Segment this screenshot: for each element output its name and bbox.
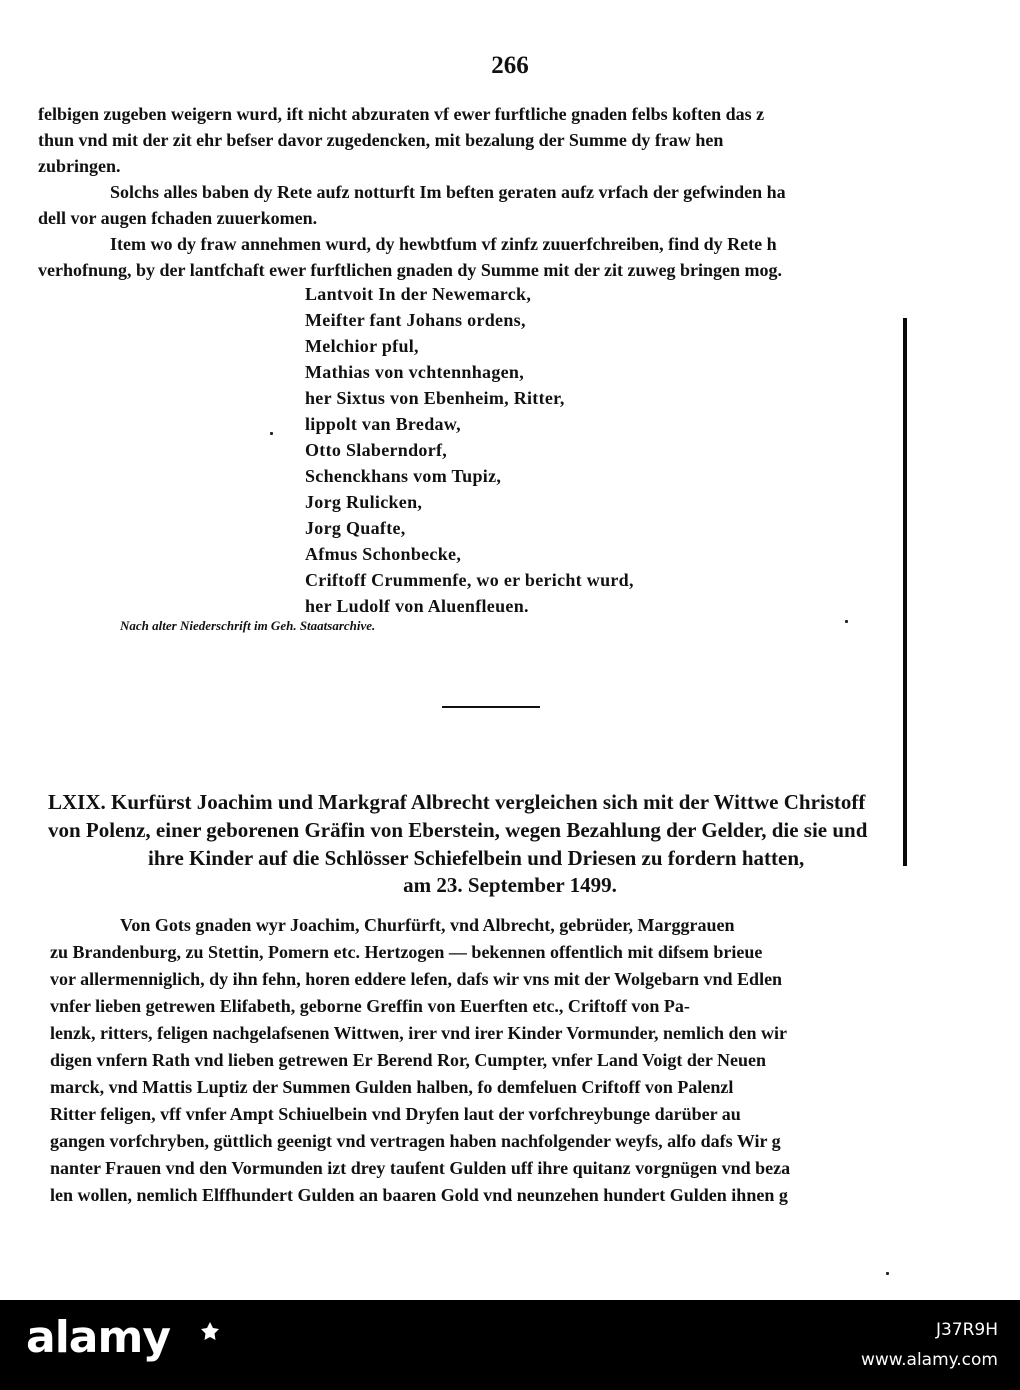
paragraph2-line: len wollen, nemlich Elffhundert Gulden an baaren Gold vnd neunzehen hundert Gulden ihnen g (50, 1185, 788, 1205)
alamy-logo-mark-icon (200, 1321, 220, 1341)
paragraph2-line: Von Gots gnaden wyr Joachim, Churfürft, vnd Albrecht, gebrüder, Marggrauen (120, 915, 735, 935)
signatory-name: her Ludolf von Aluenfleuen. (305, 596, 529, 616)
signatory-name: Jorg Rulicken, (305, 492, 423, 512)
signatory-name: her Sixtus von Ebenheim, Ritter, (305, 388, 565, 408)
signatory-name: Afmus Schonbecke, (305, 544, 462, 564)
paragraph1-line: thun vnd mit der zit ehr befser davor zugedencken, mit bezalung der Summe dy fraw hen (38, 130, 724, 150)
paragraph2-line: vor allermenniglich, dy ihn fehn, horen eddere lefen, dafs wir vns mit der Wolgebarn vnd Edlen (50, 969, 783, 989)
signatory-name: Otto Slaberndorf, (305, 440, 448, 460)
signatory-name: Mathias von vchtennhagen, (305, 362, 525, 382)
paragraph1-line: Item wo dy fraw annehmen wurd, dy hewbtfum vf zinfz zuuerfchreiben, find dy Rete h (110, 234, 777, 254)
paragraph2-line: nanter Frauen vnd den Vormunden izt drey taufent Gulden uff ihre quitanz vorgnügen vnd beza (50, 1158, 791, 1178)
paragraph1-line: felbigen zugeben weigern wurd, ift nicht abzuraten vf ewer furftliche gnaden felbs koften das z (38, 104, 765, 124)
paragraph1-line: zubringen. (38, 156, 121, 176)
signatory-name: Melchior pful, (305, 336, 419, 356)
signatory-name: Lantvoit In der Newemarck, (305, 284, 532, 304)
signatory-name: Meifter fant Johans ordens, (305, 310, 526, 330)
signatory-name: lippolt van Bredaw, (305, 414, 461, 434)
scan-speck (270, 432, 273, 435)
page-number: 266 (491, 52, 529, 79)
paragraph2-line: zu Brandenburg, zu Stettin, Pomern etc. Hertzogen — bekennen offentlich mit difsem brieue (50, 942, 763, 962)
signatory-name: Jorg Quafte, (305, 518, 406, 538)
scan-speck (845, 620, 848, 623)
footer-url: www.alamy.com (860, 1350, 998, 1370)
section-heading-line: von Polenz, einer geborenen Gräfin von Eberstein, wegen Bezahlung der Gelder, die sie und (48, 818, 868, 842)
paragraph2-line: lenzk, ritters, feligen nachgelafsenen Wittwen, irer vnd irer Kinder Vormunder, nemlich den wir (50, 1023, 787, 1043)
scan-speck (886, 1272, 889, 1275)
paragraph1-line: Solchs alles baben dy Rete aufz notturft Im beften geraten aufz vrfach der gefwinden ha (110, 182, 786, 202)
section-heading-line: ihre Kinder auf die Schlösser Schiefelbein und Driesen zu fordern hatten, (148, 846, 805, 870)
paragraph2-line: marck, vnd Mattis Luptiz der Summen Gulden halben, fo demfeluen Criftoff von Palenzl (50, 1077, 734, 1097)
paragraph1-line: verhofnung, by der lantfchaft ewer furftlichen gnaden dy Summe mit der zit zuweg bringen mog. (38, 260, 782, 280)
paragraph1-line: dell vor augen fchaden zuuerkomen. (38, 208, 318, 228)
source-note: Nach alter Niederschrift im Geh. Staatsarchive. (120, 618, 376, 633)
section-heading-line: LXIX. Kurfürst Joachim und Markgraf Albrecht vergleichen sich mit der Wittwe Christoff (48, 790, 866, 814)
scan-edge-bar (903, 318, 907, 866)
section-divider (442, 706, 540, 708)
paragraph2-line: digen vnfern Rath vnd lieben getrewen Er Berend Ror, Cumpter, vnfer Land Voigt der Neuen (50, 1050, 767, 1070)
alamy-logo: alamy (26, 1312, 170, 1363)
section-heading-date: am 23. September 1499. (403, 873, 617, 897)
signatory-name: Schenckhans vom Tupiz, (305, 466, 502, 486)
paragraph2-line: vnfer lieben getrewen Elifabeth, geborne Greffin von Euerften etc., Criftoff von Pa- (50, 996, 690, 1016)
image-id: J37R9H (935, 1320, 998, 1340)
paragraph2-line: gangen vorfchryben, güttlich geenigt vnd vertragen haben nachfolgender weyfs, alfo dafs Wir g (50, 1131, 781, 1151)
paragraph2-line: Ritter feligen, vff vnfer Ampt Schiuelbein vnd Dryfen laut der vorfchreybunge darüber au (50, 1104, 741, 1124)
signatory-name: Criftoff Crummenfe, wo er bericht wurd, (305, 570, 634, 590)
